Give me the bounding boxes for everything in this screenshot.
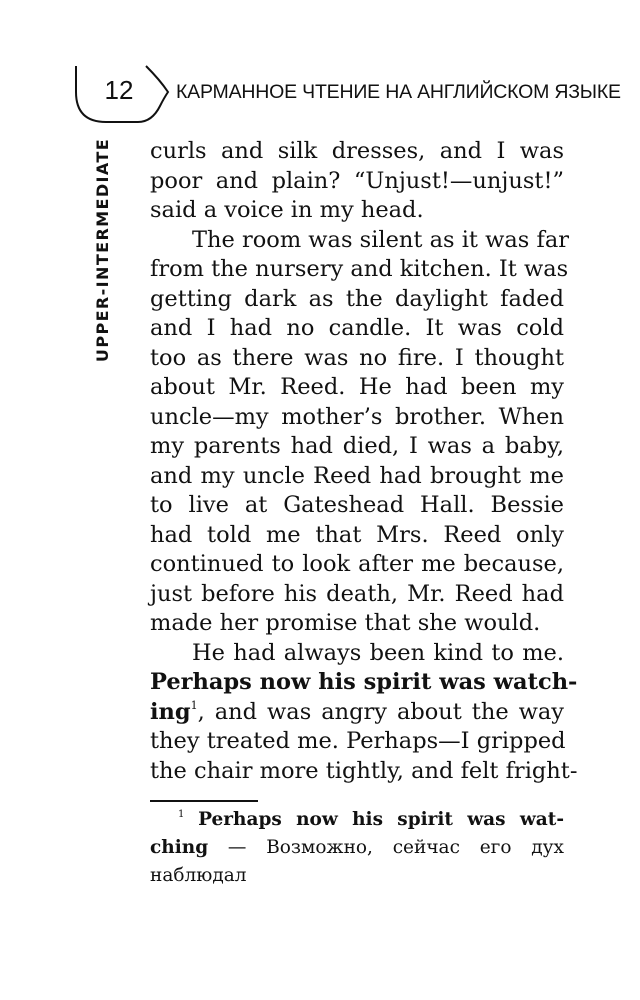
text-line: had told me that Mrs. Reed only [150,521,564,548]
text-line: my parents had died, I was a baby, [150,433,564,459]
level-label: UPPER-INTERMEDIATE [93,137,112,363]
running-title: КАРМАННОЕ ЧТЕНИЕ НА АНГЛИЙСКОМ ЯЗЫКЕ [176,81,621,103]
text-line: The room was silent as it was far [192,226,569,253]
footnote-term-end: ching [150,837,209,858]
footnote [150,806,564,890]
text-line: uncle—my mother’s brother. When [150,403,564,430]
footnote-marker: 1 [190,698,198,712]
footnote-divider [150,800,258,802]
text-line: from the nursery and kitchen. It was [150,256,569,282]
text-line: continued to look after me because, [150,551,564,577]
footnote-line [150,806,564,834]
text-line: and my uncle Reed had brought me [150,462,564,489]
body-text [150,137,578,786]
text-line: too as there was no fire. I thought [150,344,564,371]
text-line: curls and silk dresses, and I was [150,138,564,164]
footnote-number: 1 [178,809,185,820]
footnote-term: Perhaps now his spirit was wat- [198,809,564,830]
text-line: made her promise that she would. [150,610,541,636]
text-fragment: , and was angry about the way [197,698,564,725]
text-line: said a voice in my head. [150,197,424,223]
text-line: the chair more tightly, and felt fright- [150,757,578,784]
text-line: they treated me. Perhaps—I gripped [150,728,566,754]
bold-phrase-end: ing [150,698,191,725]
text-line: poor and plain? “Unjust!—unjust!” [150,167,564,194]
text-line: and I had no candle. It was cold [150,315,564,341]
footnote-line: наблюдал [150,865,247,886]
text-line: getting dark as the daylight faded [150,285,564,312]
text-line: about Mr. Reed. He had been my [150,374,564,400]
footnote-translation: — Возможно, сейчас его дух [208,837,564,858]
text-line: to live at Gateshead Hall. Bessie [150,492,564,518]
bold-phrase-line: Perhaps now his spirit was watch- [150,669,578,695]
text-line [150,698,564,728]
footnote-line [150,834,564,862]
text-line: He had always been kind to me. [192,639,564,666]
page-number: 12 [104,75,134,105]
text-line: just before his death, Mr. Reed had [150,580,564,607]
